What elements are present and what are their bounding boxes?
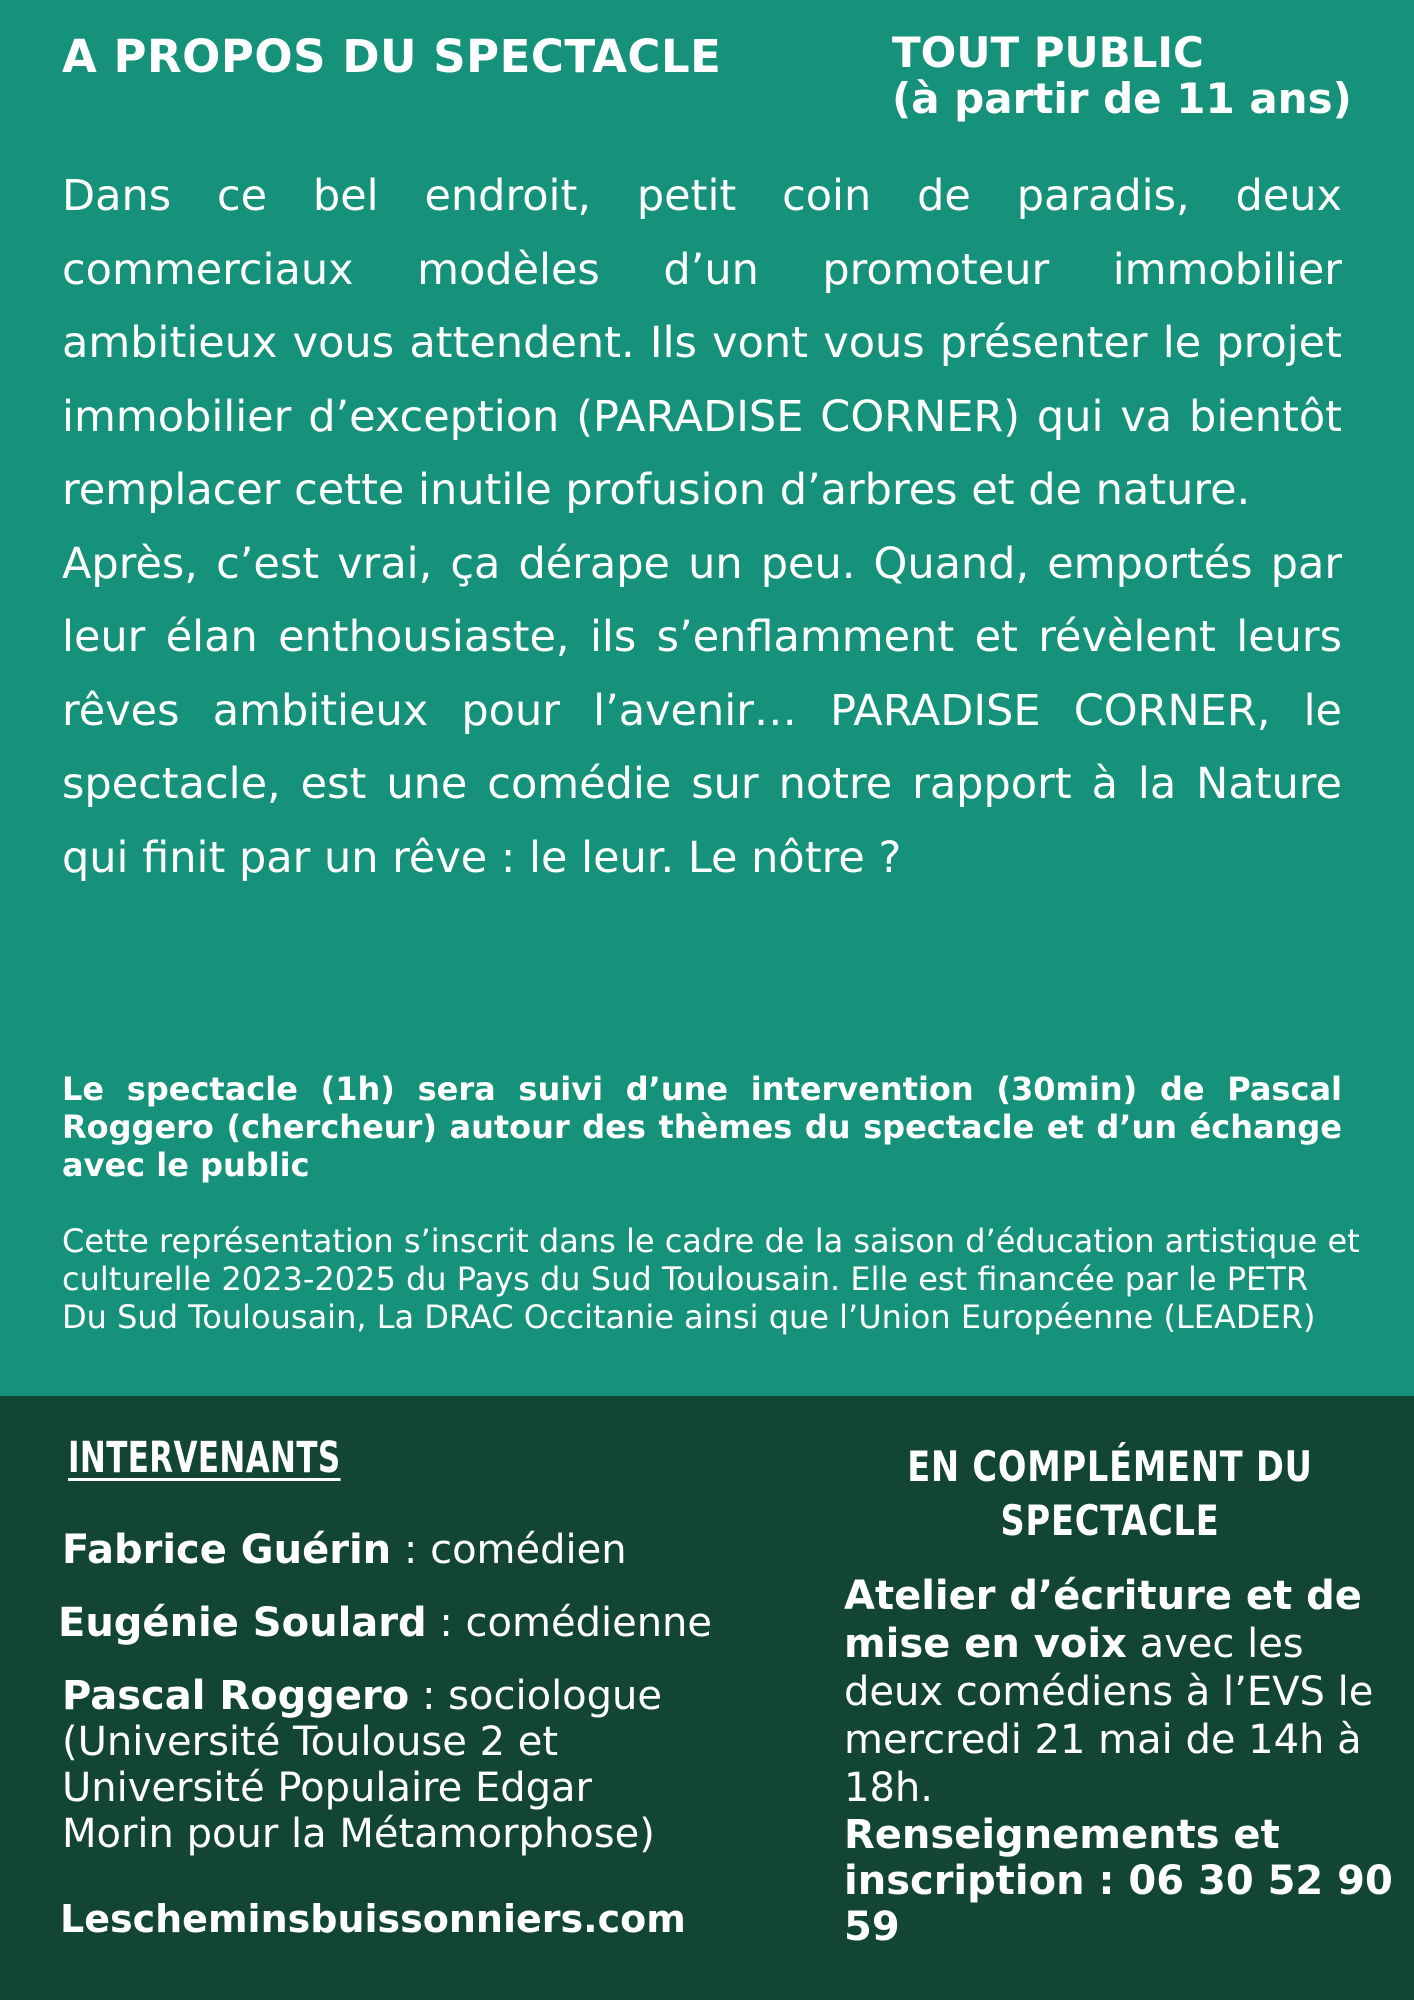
- intervenant-name: Eugénie Soulard: [58, 1600, 427, 1646]
- complement-title: [886, 1440, 1334, 1548]
- workshop-details: avec les deux comédiens à l’EVS le mercredi 21 mai de 14h à 18h.: [844, 1621, 1374, 1811]
- intervenant-name: Fabrice Guérin: [62, 1527, 392, 1573]
- synopsis-paragraph-2: Après, c’est vrai, ça dérape un peu. Quand, emportés par leur élan enthousiaste, ils s’enflamment et révèlent leurs rêves ambitieux pour l’avenir… PARADISE CORNER, le spectacle, est une comédie sur notre rapport à la Nature qui finit par un rêve : le leur. Le nôtre ?: [62, 538, 1342, 883]
- intervenant-affiliation-1: (Université Toulouse 2 et: [62, 1719, 559, 1765]
- registration-info: Renseignements et inscription : 06 30 52 90 59: [844, 1812, 1393, 1950]
- workshop-description: [844, 1572, 1414, 1812]
- section-title: A PROPOS DU SPECTACLE: [62, 30, 722, 83]
- audience-line-1: TOUT PUBLIC: [892, 28, 1204, 77]
- workshop-title: Atelier d’écriture et de mise en voix: [844, 1573, 1362, 1667]
- audience-line-2: (à partir de 11 ans): [892, 74, 1352, 123]
- intervenant-role: : sociologue: [409, 1673, 662, 1719]
- intervenant-role: : comédien: [391, 1527, 627, 1573]
- complement-title-line-2: SPECTACLE: [1000, 1496, 1220, 1545]
- intervenant-pascal: [62, 1673, 662, 1857]
- intervenant-affiliation-2: Université Populaire Edgar: [62, 1765, 592, 1811]
- intervenant-affiliation-3: Morin pour la Métamorphose): [62, 1811, 655, 1857]
- synopsis: [62, 160, 1342, 895]
- synopsis-paragraph-1: Dans ce bel endroit, petit coin de paradis, deux commerciaux modèles d’un promoteur immobilier ambitieux vous attendent. Ils vont vous présenter le projet immobilier d’exception (PARADISE CORNER) qui va bientôt remplacer cette inutile profusion d’arbres et de nature.: [62, 171, 1342, 515]
- complement-title-line-1: EN COMPLÉMENT DU: [907, 1442, 1313, 1491]
- funding-note: Cette représentation s’inscrit dans le cadre de la saison d’éducation artistique et culturelle 2023-2025 du Pays du Sud Toulousain. Elle est financée par le PETR Du Sud Toulousain, La DRAC Occitanie ainsi que l’Union Européenne (LEADER): [62, 1222, 1360, 1336]
- show-followup-note: Le spectacle (1h) sera suivi d’une intervention (30min) de Pascal Roggero (chercheur) autour des thèmes du spectacle et d’un échange avec le public: [62, 1070, 1342, 1184]
- intervenant-fabrice: [62, 1527, 627, 1573]
- intervenant-eugenie: [58, 1600, 712, 1646]
- audience-label: [892, 30, 1352, 122]
- website-link[interactable]: Lescheminsbuissonniers.com: [60, 1897, 686, 1941]
- intervenant-role: : comédienne: [426, 1600, 713, 1646]
- intervenants-title: INTERVENANTS: [68, 1433, 341, 1483]
- intervenant-name: Pascal Roggero: [62, 1673, 410, 1719]
